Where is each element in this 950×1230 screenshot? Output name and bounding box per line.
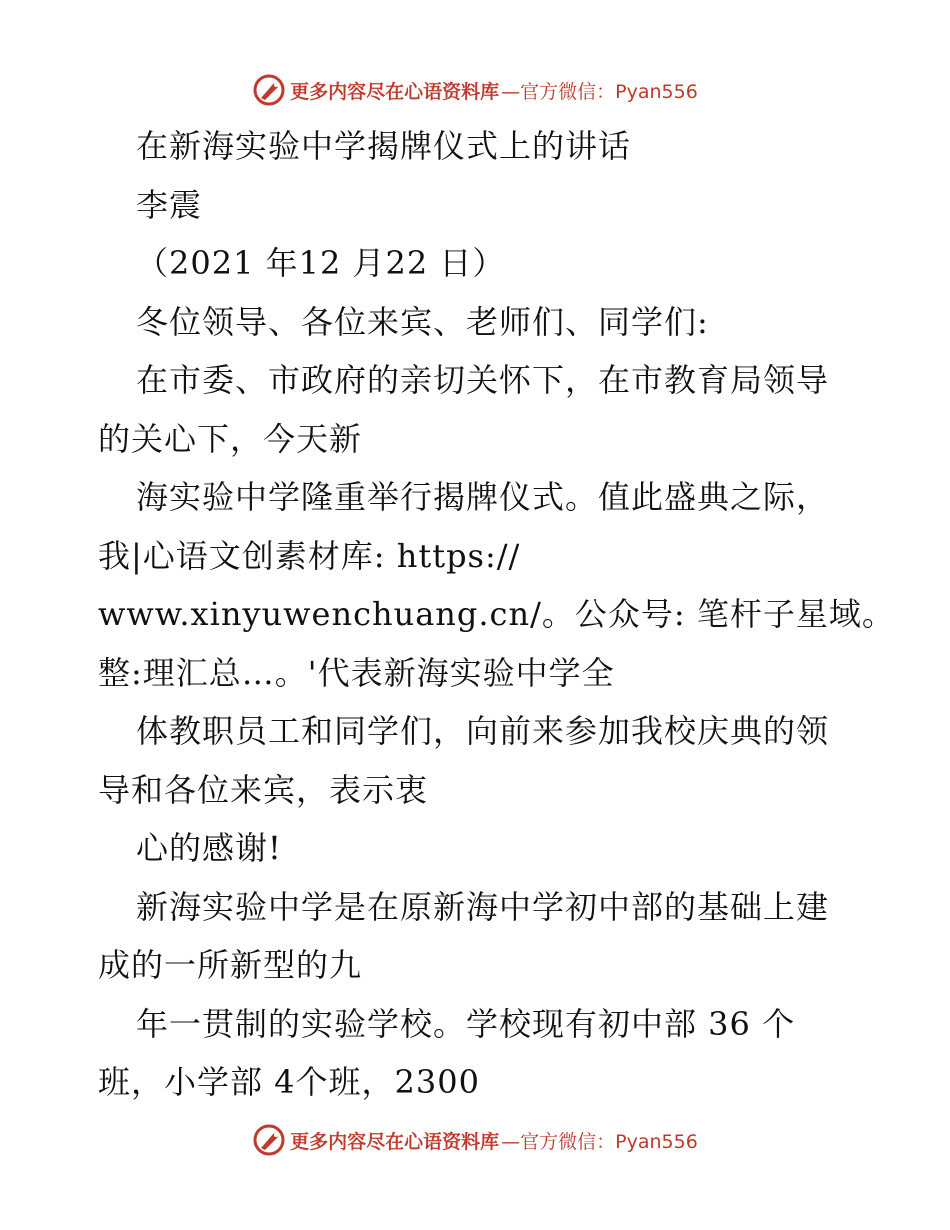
doc-line: www.xinyuwenchuang.cn/。公众号: 笔杆子星域。 xyxy=(98,595,895,633)
doc-line: 海实验中学隆重举行揭牌仪式。值此盛典之际， xyxy=(136,478,830,516)
doc-line: 整:理汇总…。'代表新海实验中学全 xyxy=(98,653,615,692)
footer-watermark xyxy=(0,1120,950,1160)
watermark-sub-text: —官方微信：Pyan556 xyxy=(501,80,698,103)
doc-line: 的关心下，今天新 xyxy=(98,419,363,458)
doc-salutation: 冬位领导、各位来宾、老师们、同学们: xyxy=(136,302,709,341)
watermark-sub-text: —官方微信：Pyan556 xyxy=(501,1130,698,1153)
doc-author: 李震 xyxy=(136,185,203,224)
watermark-main-text: 更多内容尽在心语资料库 xyxy=(290,80,500,103)
doc-line: 成的一所新型的九 xyxy=(98,946,363,984)
pen-nib-logo-icon xyxy=(252,73,286,107)
doc-line: 年一贯制的实验学校。学校现有初中部 36 个 xyxy=(136,1004,796,1043)
doc-line: 班，小学部 4个班，2300 xyxy=(98,1063,480,1101)
doc-title: 在新海实验中学揭牌仪式上的讲话 xyxy=(136,127,632,165)
pen-nib-logo-icon xyxy=(252,1123,286,1157)
document-body xyxy=(98,117,895,1112)
doc-line: 导和各位来宾，表示衷 xyxy=(98,770,429,809)
doc-line: 体教职员工和同学们，向前来参加我校庆典的领 xyxy=(136,712,830,750)
doc-line: 新海实验中学是在原新海中学初中部的基础上建 xyxy=(136,887,830,926)
doc-line: 在市委、市政府的亲切关怀下，在市教育局领导 xyxy=(136,361,830,399)
doc-date: （2021 年12 月22 日） xyxy=(136,244,506,282)
header-watermark xyxy=(0,70,950,110)
doc-line: 我|心语文创素材库: https:// xyxy=(98,536,521,575)
doc-line: 心的感谢! xyxy=(136,829,282,867)
watermark-main-text: 更多内容尽在心语资料库 xyxy=(290,1130,500,1153)
